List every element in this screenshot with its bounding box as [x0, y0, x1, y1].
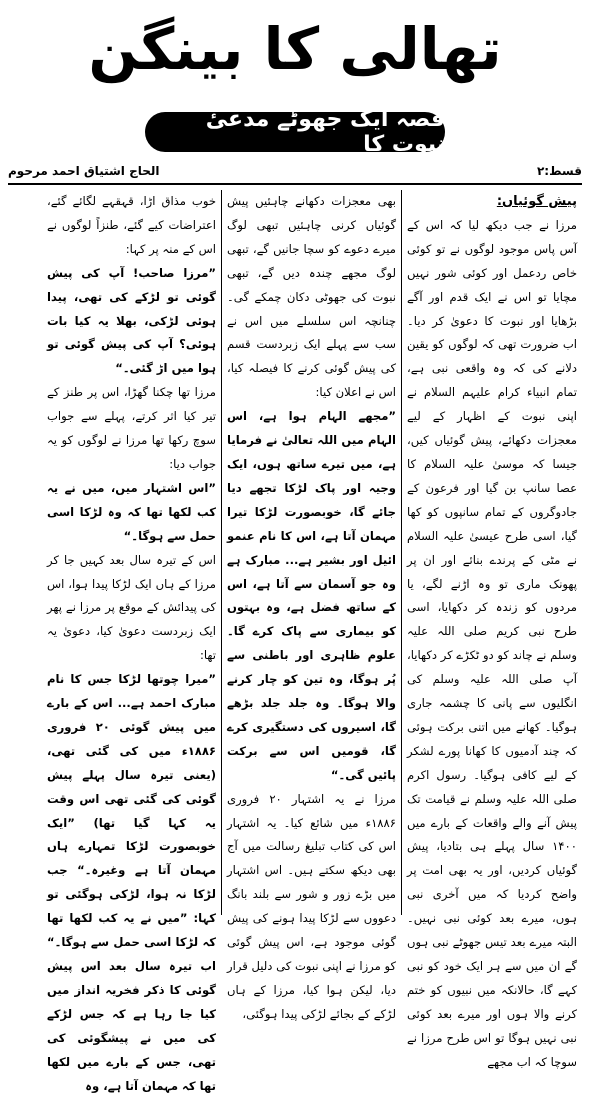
- quote-paragraph: ”مرزا صاحب! آپ کی پیش گوئی تو لڑکے کی تھی، پیدا ہوئی لڑکی، بھلا یہ کیا بات ہوئی؟ آپ کی پیش گوئی تو ہوا میں اڑ گئی۔“: [47, 265, 216, 376]
- paragraph: بھی معجزات دکھانے چاہئیں پیش گوئیاں کرنی چاہئیں تبھی لوگ میرے دعوے کو سچا جانیں گے، تبھی لوگ مجھے چندہ دیں گے، تبھی نبوت کی جھوٹی دکان چمکے گی۔ چنانچہ اس سلسلے میں اس نے سب سے پہلے ایک زبردست قسم کی پیش گوئی کرنے کا فیصلہ کیا، اس نے اعلان کیا:: [227, 194, 396, 400]
- header-rule: [8, 183, 582, 185]
- subtitle-banner: [145, 107, 445, 157]
- paragraph: خوب مذاق اڑا، قہقہے لگائے گئے، اعتراضات کیے گئے، طنزاً لوگوں نے اس کے منہ پر کہا:: [47, 194, 216, 256]
- column-left: [42, 190, 222, 1093]
- byline-row: [8, 160, 582, 182]
- subtitle-text: قصہ ایک جھوٹے مدعیٔ نبوت کا: [145, 112, 445, 152]
- paragraph: مرزا نے جب دیکھ لیا کہ اس کے آس پاس موجود لوگوں نے تو کوئی خاص ردعمل اور کوئی شور نہیں مچایا تو اس نے ایک قدم اور آگے بڑھایا اور نبوت کا دعویٰ کر دیا۔ اب ضرورت تھی کہ لوگوں کو یقین دلانے کی کہ وہ واقعی نبی ہے، تمام انبیاء کرام علیہم السلام نے اپنی نبوت کے اظہار کے لیے معجزات دکھائے، پیش گوئیاں کیں، جیسا کہ موسیٰ علیہ السلام کا عصا سانپ بن گیا اور فرعون کے جادوگروں کے تمام سانپوں کو کھا گیا، اسی طرح عیسیٰ علیہ السلام نے مٹی کے پرندے بنائے اور ان پر پھونک ماری تو وہ اڑنے لگے، یا مردوں کو زندہ کر دکھایا، اسی طرح نبی کریم صلی اللہ علیہ وسلم نے چاند کو دو ٹکڑے کر دکھایا، آپ صلی اللہ علیہ وسلم کی انگلیوں سے پانی کا چشمہ جاری ہوگیا۔ کھانے میں اتنی برکت ہوئی کہ چند آدمیوں کا کھانا پورے لشکر کے لیے کافی ہوگیا۔ رسول اکرم صلی اللہ علیہ وسلم نے قیامت تک پیش آنے والے واقعات کے بارے میں ۱۴۰۰ سال پہلے ہی بتادیا، پیش گوئیاں کردیں، اور یہ بھی امت پر واضح کردیا کہ میں آخری نبی ہوں، میرے بعد کوئی نبی نہیں۔ البتہ میرے بعد تیس جھوٹے نبی ہوں گے ان میں سے ہر ایک خود کو نبی کہے گا، حالانکہ میں نبیوں کو ختم کرنے والا ہوں اور میرے بعد کوئی نبی نہیں ہوگا تو اس طرح مرزا نے سوچا کہ اب مجھے: [407, 217, 577, 1069]
- paragraph: مرزا نے یہ اشتہار ۲۰ فروری ۱۸۸۶ء میں شائع کیا۔ یہ اشتہار اس کی کتاب تبلیغ رسالت میں آج بھی دیکھ سکتے ہیں۔ اس اشتہار میں بڑے زور و شور سے بلند بانگ دعووں سے لڑکا پیدا ہونے کی پیش گوئی موجود ہے، اس پیش گوئی کو مرزا نے اپنی نبوت کی دلیل قرار دیا، لیکن ہوا کیا، مرزا کے ہاں لڑکے کے بجائے لڑکی پیدا ہوگئی،: [227, 791, 396, 1021]
- quote-paragraph: ”اس اشتہار میں، میں نے یہ کب لکھا تھا کہ وہ لڑکا اسی حمل سے ہوگا۔“: [47, 480, 216, 543]
- main-title: تھالی کا بینگن: [88, 15, 502, 83]
- quote-paragraph: ”مجھے الہام ہوا ہے، اس الہام میں اللہ تعالیٰ نے فرمایا ہے، میں تیرے ساتھ ہوں، ایک وجیہ اور پاک لڑکا تجھے دیا جائے گا، خوبصورت لڑکا تیرا مہمان آتا ہے، اس کا نام عنمو ائیل اور بشیر ہے... مبارک ہے وہ جو آسمان سے آتا ہے، اس کے ساتھ فضل ہے، وہ بہتوں کو بیماری سے پاک کرے گا۔ علوم ظاہری اور باطنی سے پُر ہوگا، وہ تین کو چار کرنے والا ہوگا۔ وہ جلد جلد بڑھے گا، اسیروں کی دستگیری کرے گا، قومیں اس سے برکت پائیں گی۔“: [227, 409, 396, 782]
- author-name: الحاج اشتیاق احمد مرحوم: [8, 164, 160, 178]
- column-middle: [222, 190, 402, 1021]
- masthead: [0, 0, 590, 110]
- section-heading: پیش گوئیاں:: [496, 194, 577, 209]
- column-right: [402, 190, 582, 1069]
- installment-label: قسط:۲: [536, 164, 582, 178]
- paragraph: اس کے تیرہ سال بعد کہیں جا کر مرزا کے ہاں ایک لڑکا پیدا ہوا، اس کی پیدائش کے موقع پر مرزا نے پھر ایک زبردست دعویٰ کیا، دعویٰ یہ تھا:: [47, 552, 216, 663]
- paragraph: مرزا تھا چکنا گھڑا، اس پر طنز کے تیر کیا اثر کرتے، پہلے سے جواب سوچ رکھا تھا مرزا نے لوگوں کو یہ جواب دیا:: [47, 385, 216, 471]
- quote-paragraph: ”میرا چوتھا لڑکا جس کا نام مبارک احمد ہے... اس کے بارے میں پیش گوئی ۲۰ فروری ۱۸۸۶ء میں کی گئی تھی، (یعنی تیرہ سال پہلے پیش گوئی کی گئی تھی اس وقت یہ کہا گیا تھا) ”ایک خوبصورت لڑکا تمہارے ہاں مہمان آتا ہے وغیرہ۔“ جب لڑکا نہ ہوا، لڑکی ہوگئی تو کہا: ”میں نے یہ کب لکھا تھا کہ لڑکا اسی حمل سے ہوگا۔“ اب تیرہ سال بعد اس پیش گوئی کا ذکر فخریہ انداز میں کیا جا رہا ہے کہ جس لڑکے کی میں نے پیشگوئی کی تھی، جس کے بارے میں لکھا تھا کہ مہمان آتا ہے، وہ: [47, 672, 216, 1093]
- article-columns: [8, 190, 582, 1093]
